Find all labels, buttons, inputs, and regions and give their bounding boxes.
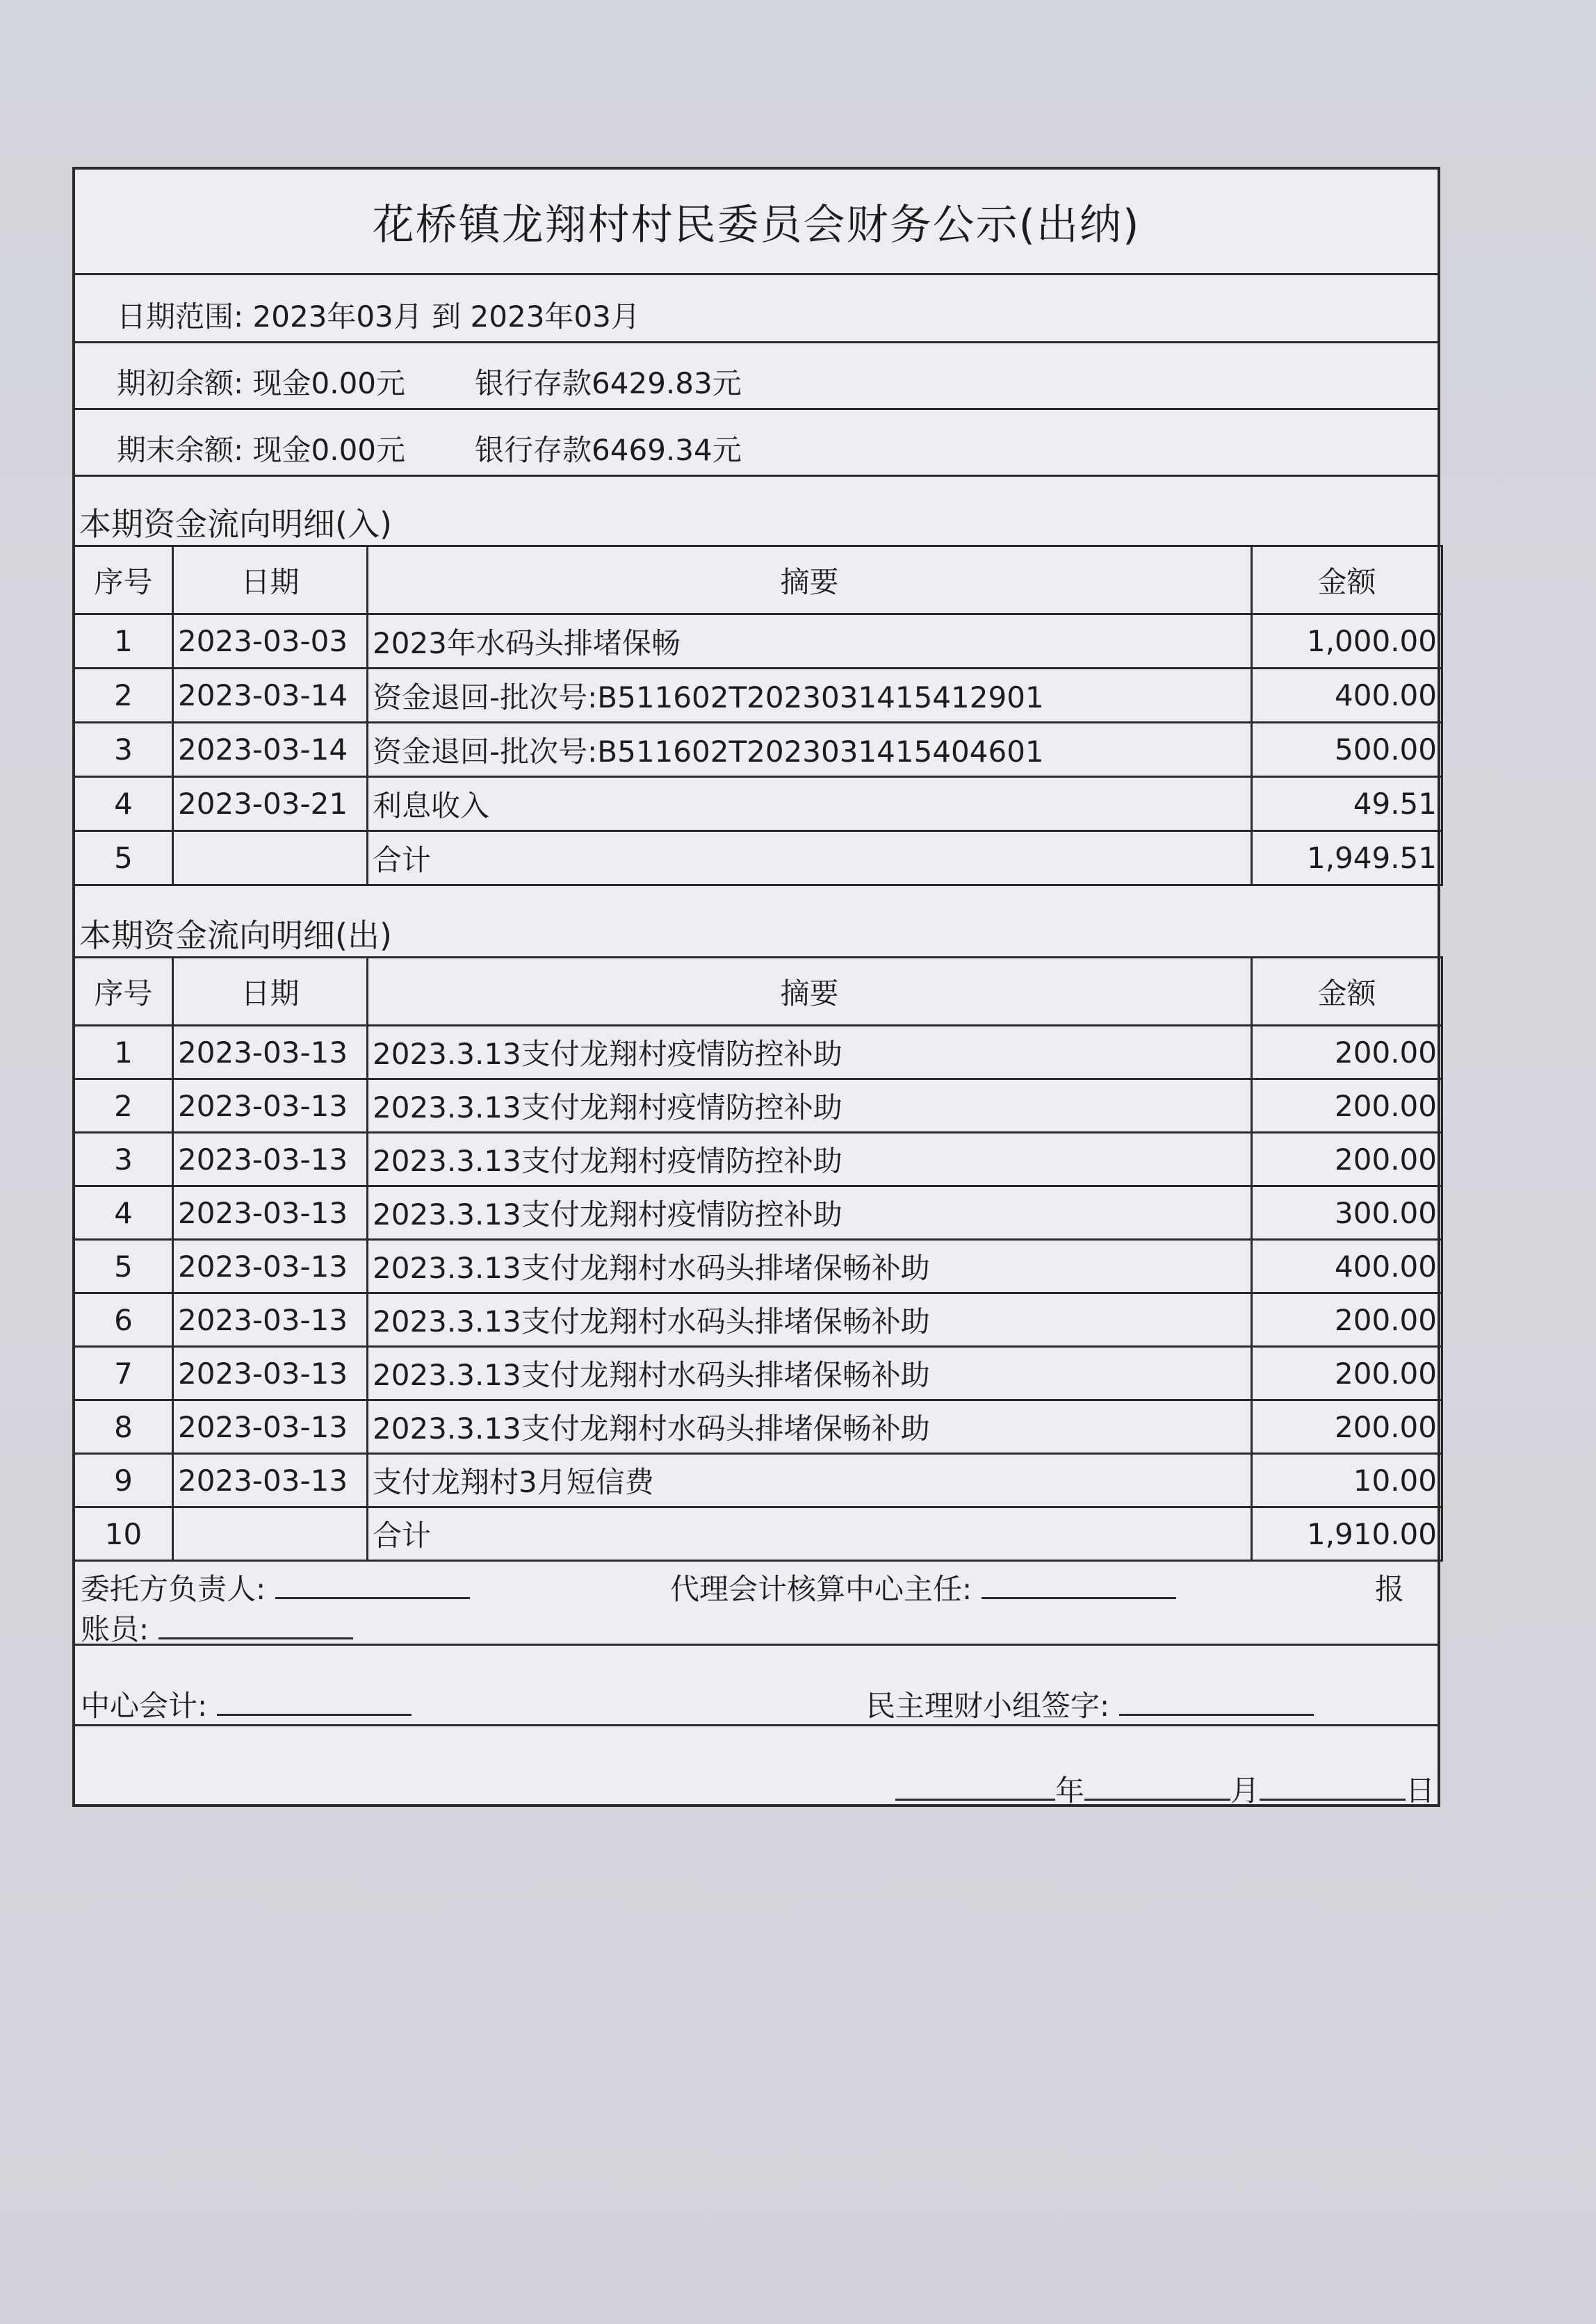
- table-row: [74, 1454, 1442, 1507]
- header-no: 序号: [74, 958, 173, 1026]
- row-no: 7: [74, 1347, 173, 1400]
- opening-cash: 期初余额: 现金0.00元: [117, 366, 406, 400]
- opening-balance-row: [75, 343, 1438, 410]
- closing-balance-row: [75, 410, 1438, 477]
- year-label: 年: [1055, 1774, 1085, 1808]
- row-date: 2023-03-13: [173, 1400, 368, 1454]
- row-no: 3: [74, 723, 173, 777]
- reporter-signature: [81, 1607, 353, 1648]
- row-no: 1: [74, 1026, 173, 1079]
- table-row: [74, 1079, 1442, 1133]
- table-row: [74, 1186, 1442, 1240]
- expense-table: [73, 956, 1443, 1562]
- row-no: 4: [74, 1186, 173, 1240]
- finance-notice-sheet: [72, 167, 1440, 1807]
- row-no: 5: [74, 1240, 173, 1293]
- row-date: 2023-03-13: [173, 1186, 368, 1240]
- table-row: [74, 1240, 1442, 1293]
- header-amount: 金额: [1252, 958, 1442, 1026]
- row-amount: 500.00: [1252, 723, 1442, 777]
- reporter-label-a: 报: [1375, 1572, 1405, 1606]
- row-date: 2023-03-14: [173, 723, 368, 777]
- center-accountant-line: [217, 1692, 412, 1716]
- row-summary: 资金退回-批次号:B511602T2023031415412901: [368, 669, 1252, 723]
- signature-row-1: [75, 1564, 1438, 1646]
- income-table: [73, 545, 1443, 886]
- row-amount: 1,949.51: [1252, 831, 1442, 885]
- date-range: 日期范围: 2023年03月 到 2023年03月: [117, 300, 640, 334]
- row-amount: 400.00: [1252, 1240, 1442, 1293]
- center-director-line: [982, 1575, 1176, 1599]
- row-no: 6: [74, 1293, 173, 1347]
- center-accountant-label: 中心会计:: [81, 1689, 208, 1723]
- row-date: 2023-03-03: [173, 614, 368, 669]
- finance-group-signature: [866, 1683, 1314, 1725]
- reporter-label-b: 账员:: [81, 1612, 149, 1646]
- table-row: [74, 614, 1442, 669]
- expense-header-row: [74, 958, 1442, 1026]
- row-amount: 200.00: [1252, 1133, 1442, 1186]
- month-label: 月: [1230, 1774, 1260, 1808]
- row-date: 2023-03-14: [173, 669, 368, 723]
- row-summary: 2023.3.13支付龙翔村水码头排堵保畅补助: [368, 1400, 1252, 1454]
- table-row: [74, 1347, 1442, 1400]
- row-date: 2023-03-13: [173, 1133, 368, 1186]
- row-summary: 2023.3.13支付龙翔村水码头排堵保畅补助: [368, 1347, 1252, 1400]
- row-date: 2023-03-13: [173, 1026, 368, 1079]
- table-row: [74, 777, 1442, 831]
- client-head-signature: [81, 1566, 470, 1608]
- header-amount: 金额: [1252, 546, 1442, 614]
- row-amount: 200.00: [1252, 1347, 1442, 1400]
- row-no: 8: [74, 1400, 173, 1454]
- table-row: [74, 1507, 1442, 1561]
- row-summary: 合计: [368, 1507, 1252, 1561]
- expense-section-label: 本期资金流向明细(出): [79, 917, 392, 954]
- table-row: [74, 669, 1442, 723]
- finance-group-line: [1119, 1692, 1314, 1716]
- header-no: 序号: [74, 546, 173, 614]
- row-summary: 利息收入: [368, 777, 1252, 831]
- table-row: [74, 1133, 1442, 1186]
- row-summary: 合计: [368, 831, 1252, 885]
- income-section-label: 本期资金流向明细(入): [79, 505, 392, 543]
- header-date: 日期: [173, 958, 368, 1026]
- income-header-row: [74, 546, 1442, 614]
- row-date: 2023-03-13: [173, 1454, 368, 1507]
- finance-group-label: 民主理财小组签字:: [866, 1689, 1110, 1723]
- row-date: 2023-03-13: [173, 1293, 368, 1347]
- month-line: [1084, 1776, 1230, 1801]
- row-date: [173, 1507, 368, 1561]
- row-summary: 资金退回-批次号:B511602T2023031415404601: [368, 723, 1252, 777]
- opening-bank: 银行存款6429.83元: [475, 366, 742, 400]
- closing-bank: 银行存款6469.34元: [475, 433, 742, 467]
- row-date: 2023-03-13: [173, 1240, 368, 1293]
- row-summary: 2023.3.13支付龙翔村水码头排堵保畅补助: [368, 1240, 1252, 1293]
- row-summary: 2023年水码头排堵保畅: [368, 614, 1252, 669]
- row-summary: 2023.3.13支付龙翔村疫情防控补助: [368, 1133, 1252, 1186]
- row-date: 2023-03-13: [173, 1079, 368, 1133]
- row-amount: 200.00: [1252, 1026, 1442, 1079]
- row-no: 2: [74, 1079, 173, 1133]
- center-director-signature: [670, 1566, 1176, 1608]
- date-signature: [895, 1768, 1435, 1810]
- day-label: 日: [1406, 1774, 1435, 1808]
- row-no: 10: [74, 1507, 173, 1561]
- row-amount: 200.00: [1252, 1293, 1442, 1347]
- header-summary: 摘要: [368, 546, 1252, 614]
- row-amount: 49.51: [1252, 777, 1442, 831]
- row-amount: 10.00: [1252, 1454, 1442, 1507]
- row-no: 1: [74, 614, 173, 669]
- table-row: [74, 1293, 1442, 1347]
- row-date: [173, 831, 368, 885]
- row-amount: 1,000.00: [1252, 614, 1442, 669]
- signature-row-2: [75, 1646, 1438, 1726]
- table-row: [74, 1400, 1442, 1454]
- page-title: 花桥镇龙翔村村民委员会财务公示(出纳): [75, 170, 1438, 275]
- day-line: [1260, 1776, 1406, 1801]
- row-date: 2023-03-13: [173, 1347, 368, 1400]
- header-date: 日期: [173, 546, 368, 614]
- row-amount: 200.00: [1252, 1079, 1442, 1133]
- row-summary: 2023.3.13支付龙翔村疫情防控补助: [368, 1186, 1252, 1240]
- row-no: 3: [74, 1133, 173, 1186]
- row-amount: 1,910.00: [1252, 1507, 1442, 1561]
- row-no: 4: [74, 777, 173, 831]
- table-row: [74, 1026, 1442, 1079]
- center-director-label: 代理会计核算中心主任:: [670, 1572, 972, 1606]
- year-line: [895, 1776, 1055, 1801]
- row-summary: 2023.3.13支付龙翔村疫情防控补助: [368, 1026, 1252, 1079]
- center-accountant-signature: [81, 1683, 412, 1725]
- client-head-line: [275, 1575, 470, 1599]
- row-amount: 200.00: [1252, 1400, 1442, 1454]
- row-summary: 支付龙翔村3月短信费: [368, 1454, 1252, 1507]
- table-row: [74, 723, 1442, 777]
- table-row: [74, 831, 1442, 885]
- row-summary: 2023.3.13支付龙翔村水码头排堵保畅补助: [368, 1293, 1252, 1347]
- row-no: 9: [74, 1454, 173, 1507]
- row-amount: 400.00: [1252, 669, 1442, 723]
- client-head-label: 委托方负责人:: [81, 1572, 266, 1606]
- reporter-line: [158, 1615, 353, 1639]
- row-amount: 300.00: [1252, 1186, 1442, 1240]
- row-no: 5: [74, 831, 173, 885]
- row-date: 2023-03-21: [173, 777, 368, 831]
- header-summary: 摘要: [368, 958, 1252, 1026]
- row-summary: 2023.3.13支付龙翔村疫情防控补助: [368, 1079, 1252, 1133]
- closing-cash: 期末余额: 现金0.00元: [117, 433, 406, 467]
- row-no: 2: [74, 669, 173, 723]
- date-range-row: [75, 275, 1438, 343]
